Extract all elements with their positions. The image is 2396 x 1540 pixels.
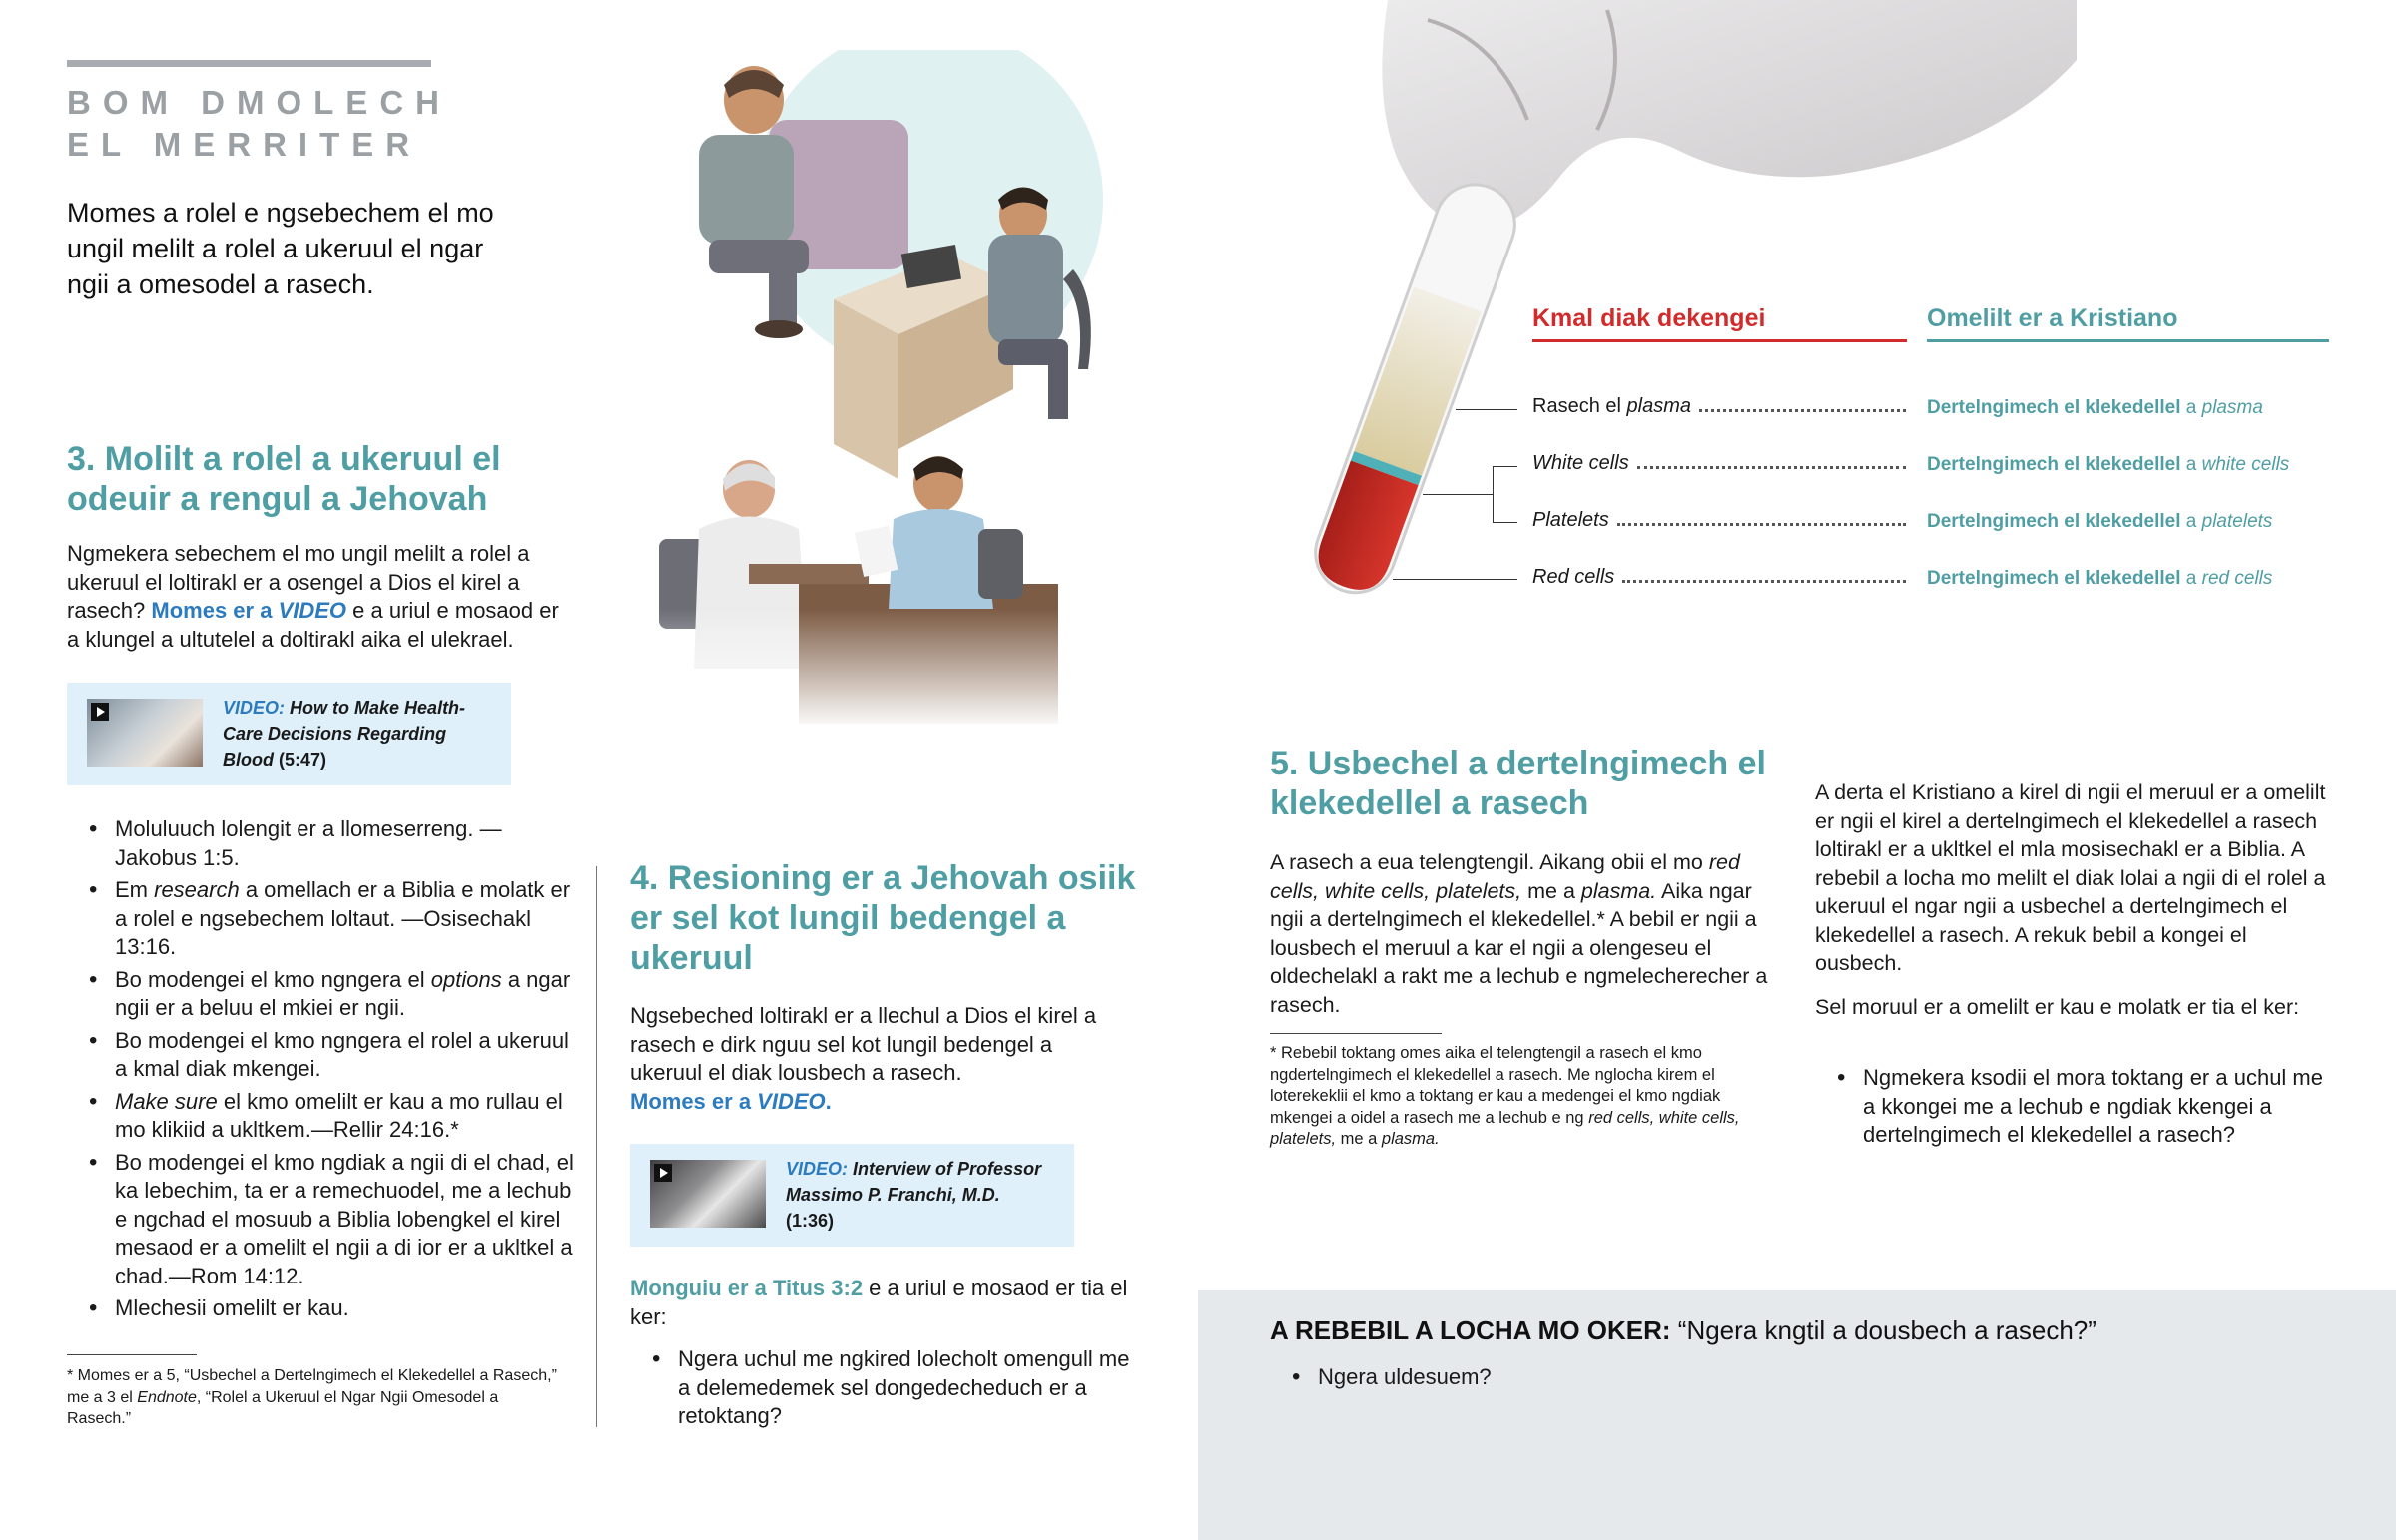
- section-4-link-suffix[interactable]: .: [825, 1088, 832, 1114]
- column-divider: [596, 866, 597, 1427]
- table-row-red-cells: [1532, 566, 1912, 589]
- list-item-text: Bo modengei el kmo ngngera el rolel a ukeruul a kmal diak mkengei.: [115, 1027, 569, 1081]
- section-4-link-video[interactable]: VIDEO: [757, 1088, 826, 1114]
- table-rule-restricted: [1532, 339, 1907, 342]
- video-card-interview[interactable]: [630, 1144, 1074, 1247]
- table-value-plasma: [1927, 397, 2263, 419]
- row-label-em: plasma: [1626, 395, 1691, 417]
- section-5-body-b: me a: [1521, 878, 1581, 903]
- list-item: • Ngmekera ksodii el mora toktang er a uchul me a kkongei me a lechub e ngdiak kkengei a dertelngimech el klekedellel a rasech?: [1815, 1064, 2334, 1150]
- list-item: [67, 1294, 576, 1323]
- footnote-rule: [1270, 1033, 1442, 1034]
- row-label-em: Platelets: [1532, 509, 1609, 531]
- section-4-bullet-list: [630, 1345, 1139, 1435]
- row-label: [1532, 566, 1614, 589]
- section-4-body: [630, 1002, 1129, 1116]
- table-value-platelets: [1927, 511, 2272, 533]
- row-label-prefix: Rasech el: [1532, 395, 1627, 417]
- dot-leader: [1622, 580, 1906, 583]
- common-question: [1270, 1315, 2096, 1346]
- leader-line-branch: [1493, 466, 1494, 522]
- list-item-text: a omellach er a Biblia e molatk er a rolel e ngsebechem loltaut. —Osisechakl 13:16.: [115, 877, 571, 959]
- video-thumbnail[interactable]: [87, 699, 203, 767]
- footnote-left-em: Endnote: [137, 1388, 197, 1406]
- leader-line-white: [1493, 466, 1517, 467]
- list-item-text: a ngar ngii er a beluu el mkiei er ngii.: [115, 966, 571, 1020]
- row-label: [1532, 509, 1609, 532]
- footnote-right-em2: plasma.: [1381, 1130, 1440, 1148]
- table-row-white-cells: [1532, 452, 1912, 475]
- list-item-text: Make sure: [115, 1088, 218, 1114]
- footnote-left-b: , “Rolel a Ukeruul el Ngar Ngii Omesodel a Rasech.”: [67, 1388, 499, 1427]
- footnote-right-em: red cells, white cells, platelets,: [1270, 1108, 1740, 1148]
- section-4-link-prefix[interactable]: Momes er a: [630, 1088, 758, 1114]
- column-4-prompt: Sel moruul er a omelilt er kau e molatk er tia el ker:: [1815, 995, 2300, 1019]
- intro-text: Momes a rolel e ngsebechem el mo ungil melilt a rolel a ukeruul el ngar ngii a omesodel a rasech.: [67, 198, 494, 299]
- dot-leader: [1637, 466, 1906, 469]
- test-tube: [1304, 174, 1525, 604]
- table-value-white-cells: [1927, 454, 2289, 476]
- list-item: [67, 966, 576, 1023]
- footnote-left: [67, 1365, 566, 1430]
- section-3-heading: 3. Molilt a rolel a ukeruul el odeuir a rengul a Jehovah: [67, 440, 501, 518]
- titus-scripture-link[interactable]: Monguiu er a Titus 3:2: [630, 1276, 864, 1300]
- play-icon[interactable]: [654, 1164, 672, 1182]
- column-4-bullet-list: [1815, 1064, 2334, 1154]
- dot-leader: [1617, 523, 1906, 526]
- video-caption[interactable]: [223, 695, 492, 772]
- table-value-red-cells: [1927, 568, 2272, 590]
- footnote-right-a: * Rebebil toktang omes aika el telengtengil a rasech el kmo ngdertelngimech el klekedellel a rasech. Me nglocha kirem el loterekeklii el kmo a toktang er kau a medengei el kmo ngdiak mkengei a oidel a rasech me a lechub e ng: [1270, 1044, 1721, 1127]
- section-3-link-video[interactable]: VIDEO: [278, 598, 347, 623]
- row-label-em: White cells: [1532, 452, 1629, 474]
- value-em: white cells: [2201, 454, 2290, 475]
- value-mid: a: [2180, 397, 2202, 418]
- section-5-body-c: Aika ngar ngii a dertelngimech el klekedellel.* A bebil er ngii a lousbech el meruul a kar el ngii a olengeseu el oldechelakl a rakt me a lechub e ngmelecherecher a rasech.: [1270, 878, 1768, 1017]
- video-label: VIDEO:: [223, 698, 286, 718]
- video-card-health-care[interactable]: [67, 683, 511, 785]
- leader-line-buffy: [1423, 494, 1493, 495]
- list-item-text: research: [154, 877, 240, 902]
- value-bold: Dertelngimech el klekedellel: [1927, 397, 2181, 418]
- row-label-em: Red cells: [1532, 566, 1615, 588]
- value-mid: a: [2180, 568, 2202, 589]
- section-4-body-text: Ngsebeched loltirakl er a llechul a Dios el kirel a rasech e dirk nguu sel kot lungil bedengel a ukeruul el diak lousbech a rasech.: [630, 1003, 1097, 1085]
- section-4-prompt-rest: e a uriul e mosaod er tia el ker:: [630, 1276, 1128, 1329]
- row-label: [1532, 395, 1691, 418]
- list-item-text: Bo modengei el kmo ngngera el: [115, 966, 431, 992]
- table-header-choice: Omelilt er a Kristiano: [1927, 304, 2178, 332]
- dot-leader: [1699, 409, 1906, 412]
- list-item-text: Em: [115, 877, 155, 902]
- section-5-body-em: red cells, white cells, platelets,: [1270, 850, 1740, 903]
- row-label: [1532, 452, 1629, 475]
- video-title: Interview of Professor Massimo P. Franchi, M.D.: [786, 1159, 1042, 1205]
- list-item: [67, 876, 576, 962]
- footnote-rule: [67, 1354, 197, 1355]
- section-3-body: [67, 540, 576, 654]
- question-label: A REBEBIL A LOCHA MO OKER:: [1270, 1315, 1671, 1345]
- question-text: “Ngera kngtil a dousbech a rasech?”: [1670, 1315, 2096, 1345]
- value-mid: a: [2180, 454, 2202, 475]
- section-3-body-text: Ngmekera sebechem el mo ungil melilt a rolel a ukeruul el loltirakl er a osengel a Dios el kirel a rasech?: [67, 541, 530, 623]
- list-item-text: Moluluuch lolengit er a llomeserreng. —Jakobus 1:5.: [115, 816, 502, 870]
- value-bold: Dertelngimech el klekedellel: [1927, 568, 2181, 589]
- table-row-platelets: [1532, 509, 1912, 532]
- footnote-left-a: * Momes er a 5, “Usbechel a Dertelngimech el Klekedellel a Rasech,” me a 3 el: [67, 1367, 557, 1406]
- list-item: [67, 1027, 576, 1084]
- section-3-video-link[interactable]: [151, 598, 346, 623]
- list-item-text: el kmo omelilt er kau a mo rullau el mo klikiid a ukltkem.—Rellir 24:16.*: [115, 1088, 563, 1142]
- leader-line-plasma: [1456, 409, 1517, 410]
- play-icon[interactable]: [91, 703, 109, 721]
- leader-line-red: [1393, 579, 1517, 580]
- value-bold: Dertelngimech el klekedellel: [1927, 454, 2181, 475]
- list-item: [67, 1088, 576, 1145]
- value-em: platelets: [2201, 511, 2273, 532]
- video-caption[interactable]: [786, 1156, 1065, 1234]
- value-bold: Dertelngimech el klekedellel: [1927, 511, 2181, 532]
- table-row-plasma: [1532, 395, 1912, 418]
- video-thumbnail[interactable]: [650, 1160, 766, 1228]
- list-item: [67, 815, 576, 872]
- list-item: • Ngera uldesuem?: [1270, 1363, 1869, 1392]
- video-duration: (1:36): [786, 1211, 835, 1231]
- footnote-right-b: me a: [1336, 1130, 1382, 1148]
- series-title: [67, 82, 486, 166]
- section-5-body-em2: plasma.: [1580, 878, 1657, 903]
- section-4-video-link[interactable]: [630, 1089, 832, 1114]
- value-mid: a: [2180, 511, 2202, 532]
- section-4-prompt: [630, 1275, 1149, 1331]
- footnote-right: [1270, 1043, 1769, 1151]
- list-item-text: Mlechesii omelilt er kau.: [115, 1295, 349, 1320]
- value-em: red cells: [2201, 568, 2273, 589]
- section-3-body-rest: e a uriul e mosaod er a klungel a ultutelel a doltirakl aika el ulekrael.: [67, 598, 559, 652]
- doctor-consultation-illustration: [619, 50, 1158, 729]
- section-5-heading: 5. Usbechel a dertelngimech el klekedellel a rasech: [1270, 745, 1766, 822]
- list-item-text: options: [430, 966, 502, 992]
- list-item-text: Bo modengei el kmo ngdiak a ngii di el chad, el ka lebechim, ta er a remechuodel, me a lechub e ngchad el mosuub a Biblia lobengkel el kirel mesaod er a omelilt el ngii a di ior er a ukltkel a chad.—Rom 14:12.: [115, 1149, 574, 1288]
- table-header-restricted: Kmal diak dekengei: [1532, 304, 1766, 332]
- question-bullet-list: [1270, 1363, 1869, 1396]
- section-5-body-a: A rasech a eua telengtengil. Aikang obii el mo: [1270, 850, 1709, 874]
- column-4-body: A derta el Kristiano a kirel di ngii el meruul er a omelilt er ngii el kirel a dertelngimech el klekedellel a rasech loltirakl er a ukltkel el mla mosisechakl er a Biblia. A rebebil a locha mo melilt el diak lolai a ngii di el rolel a ukeruul el ngar ngii a usbechel a dertelngimech el klekedellel a rasech. A rekuk bebil a kongei el ousbech.: [1815, 780, 2326, 975]
- header-rule: [67, 60, 431, 67]
- value-em: plasma: [2201, 397, 2263, 418]
- list-item: • Ngera uchul me ngkired lolecholt omengull me a delemedemek sel dongedecheduch er a retoktang?: [630, 1345, 1139, 1431]
- list-item: [67, 1149, 576, 1291]
- video-title: How to Make Health-Care Decisions Regarding Blood: [223, 698, 466, 770]
- video-duration: (5:47): [279, 750, 327, 770]
- section-3-bullet-list: [67, 815, 576, 1327]
- series-title-line1: BOM DMOLECH: [67, 84, 451, 121]
- video-label: VIDEO:: [786, 1159, 849, 1179]
- section-4-heading: 4. Resioning er a Jehovah osiik er sel kot lungil bedengel a ukeruul: [630, 859, 1136, 977]
- leader-line-platelets: [1493, 522, 1517, 523]
- section-5-body: [1270, 848, 1789, 1019]
- table-rule-choice: [1927, 339, 2329, 342]
- section-3-link-prefix[interactable]: Momes er a: [151, 598, 279, 623]
- series-title-line2: EL MERRITER: [67, 126, 422, 163]
